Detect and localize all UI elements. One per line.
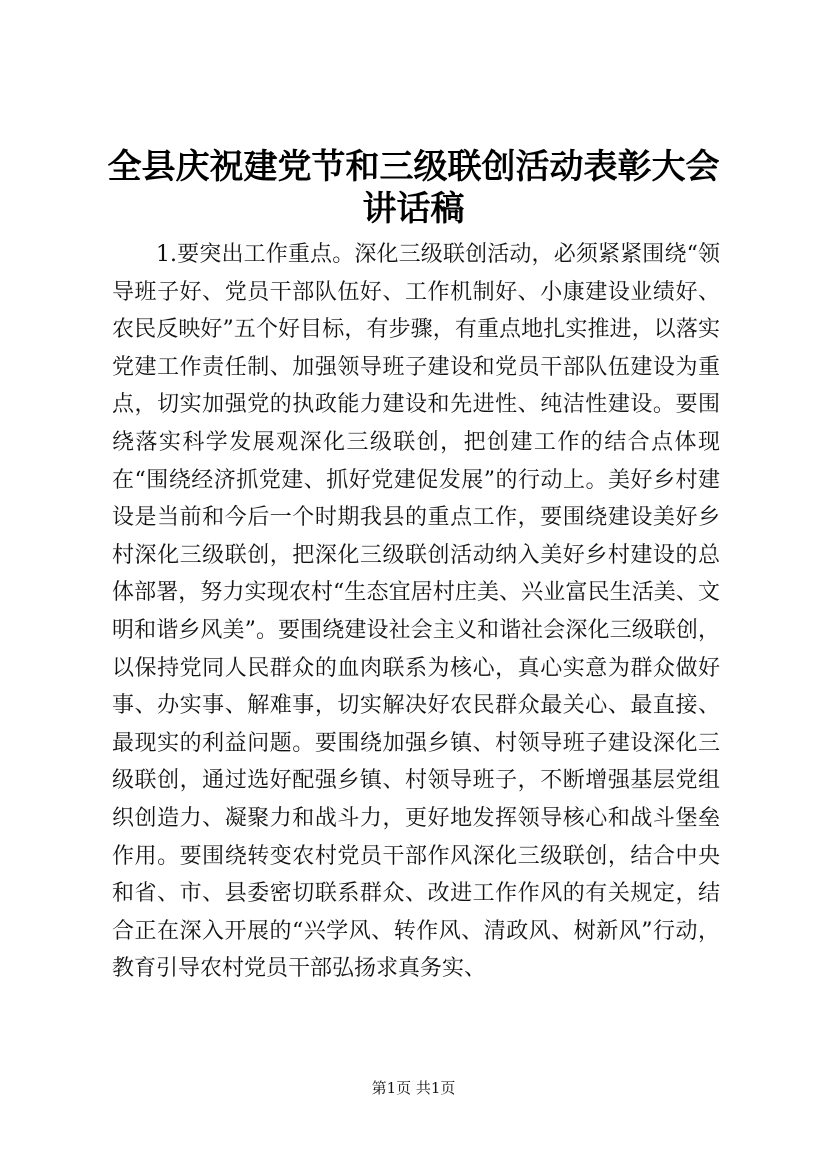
body-paragraph: 1.要突出工作重点。深化三级联创活动，必须紧紧围绕“领导班子好、党员干部队伍好、工作机制好、小康建设业绩好、农民反映好”五个好目标，有步骤，有重点地扎实推进，以落实党建工作责任制、加强领导班子建设和党员干部队伍建设为重点，切实加强党的执政能力建设和先进性、纯洁性建设。要围绕落实科学发展观深化三级联创，把创建工作的结合点体现在“围绕经济抓党建、抓好党建促发展”的行动上。美好乡村建设是当前和今后一个时期我县的重点工作，要围绕建设美好乡村深化三级联创，把深化三级联创活动纳入美好乡村建设的总体部署，努力实现农村“生态宜居村庄美、兴业富民生活美、文明和谐乡风美”。要围绕建设社会主义和谐社会深化三级联创，以保持党同人民群众的血肉联系为核心，真心实意为群众做好事、办实事、解难事，切实解决好农民群众最关心、最直接、最现实的利益问题。要围绕加强乡镇、村领导班子建设深化三级联创，通过选好配强乡镇、村领导班子，不断增强基层党组织创造力、凝聚力和战斗力，更好地发挥领导核心和战斗堡垒作用。要围绕转变农村党员干部作风深化三级联创，结合中央和省、市、县委密切联系群众、改进工作作风的有关规定，结合正在深入开展的“兴学风、转作风、清政风、树新风”行动，教育引导农村党员干部弘扬求真务实、 xyxy=(112,242,720,982)
document-title: 全县庆祝建党节和三级联创活动表彰大会讲话稿 xyxy=(107,147,720,229)
page-footer: 第1页 共1页 xyxy=(371,1079,456,1097)
